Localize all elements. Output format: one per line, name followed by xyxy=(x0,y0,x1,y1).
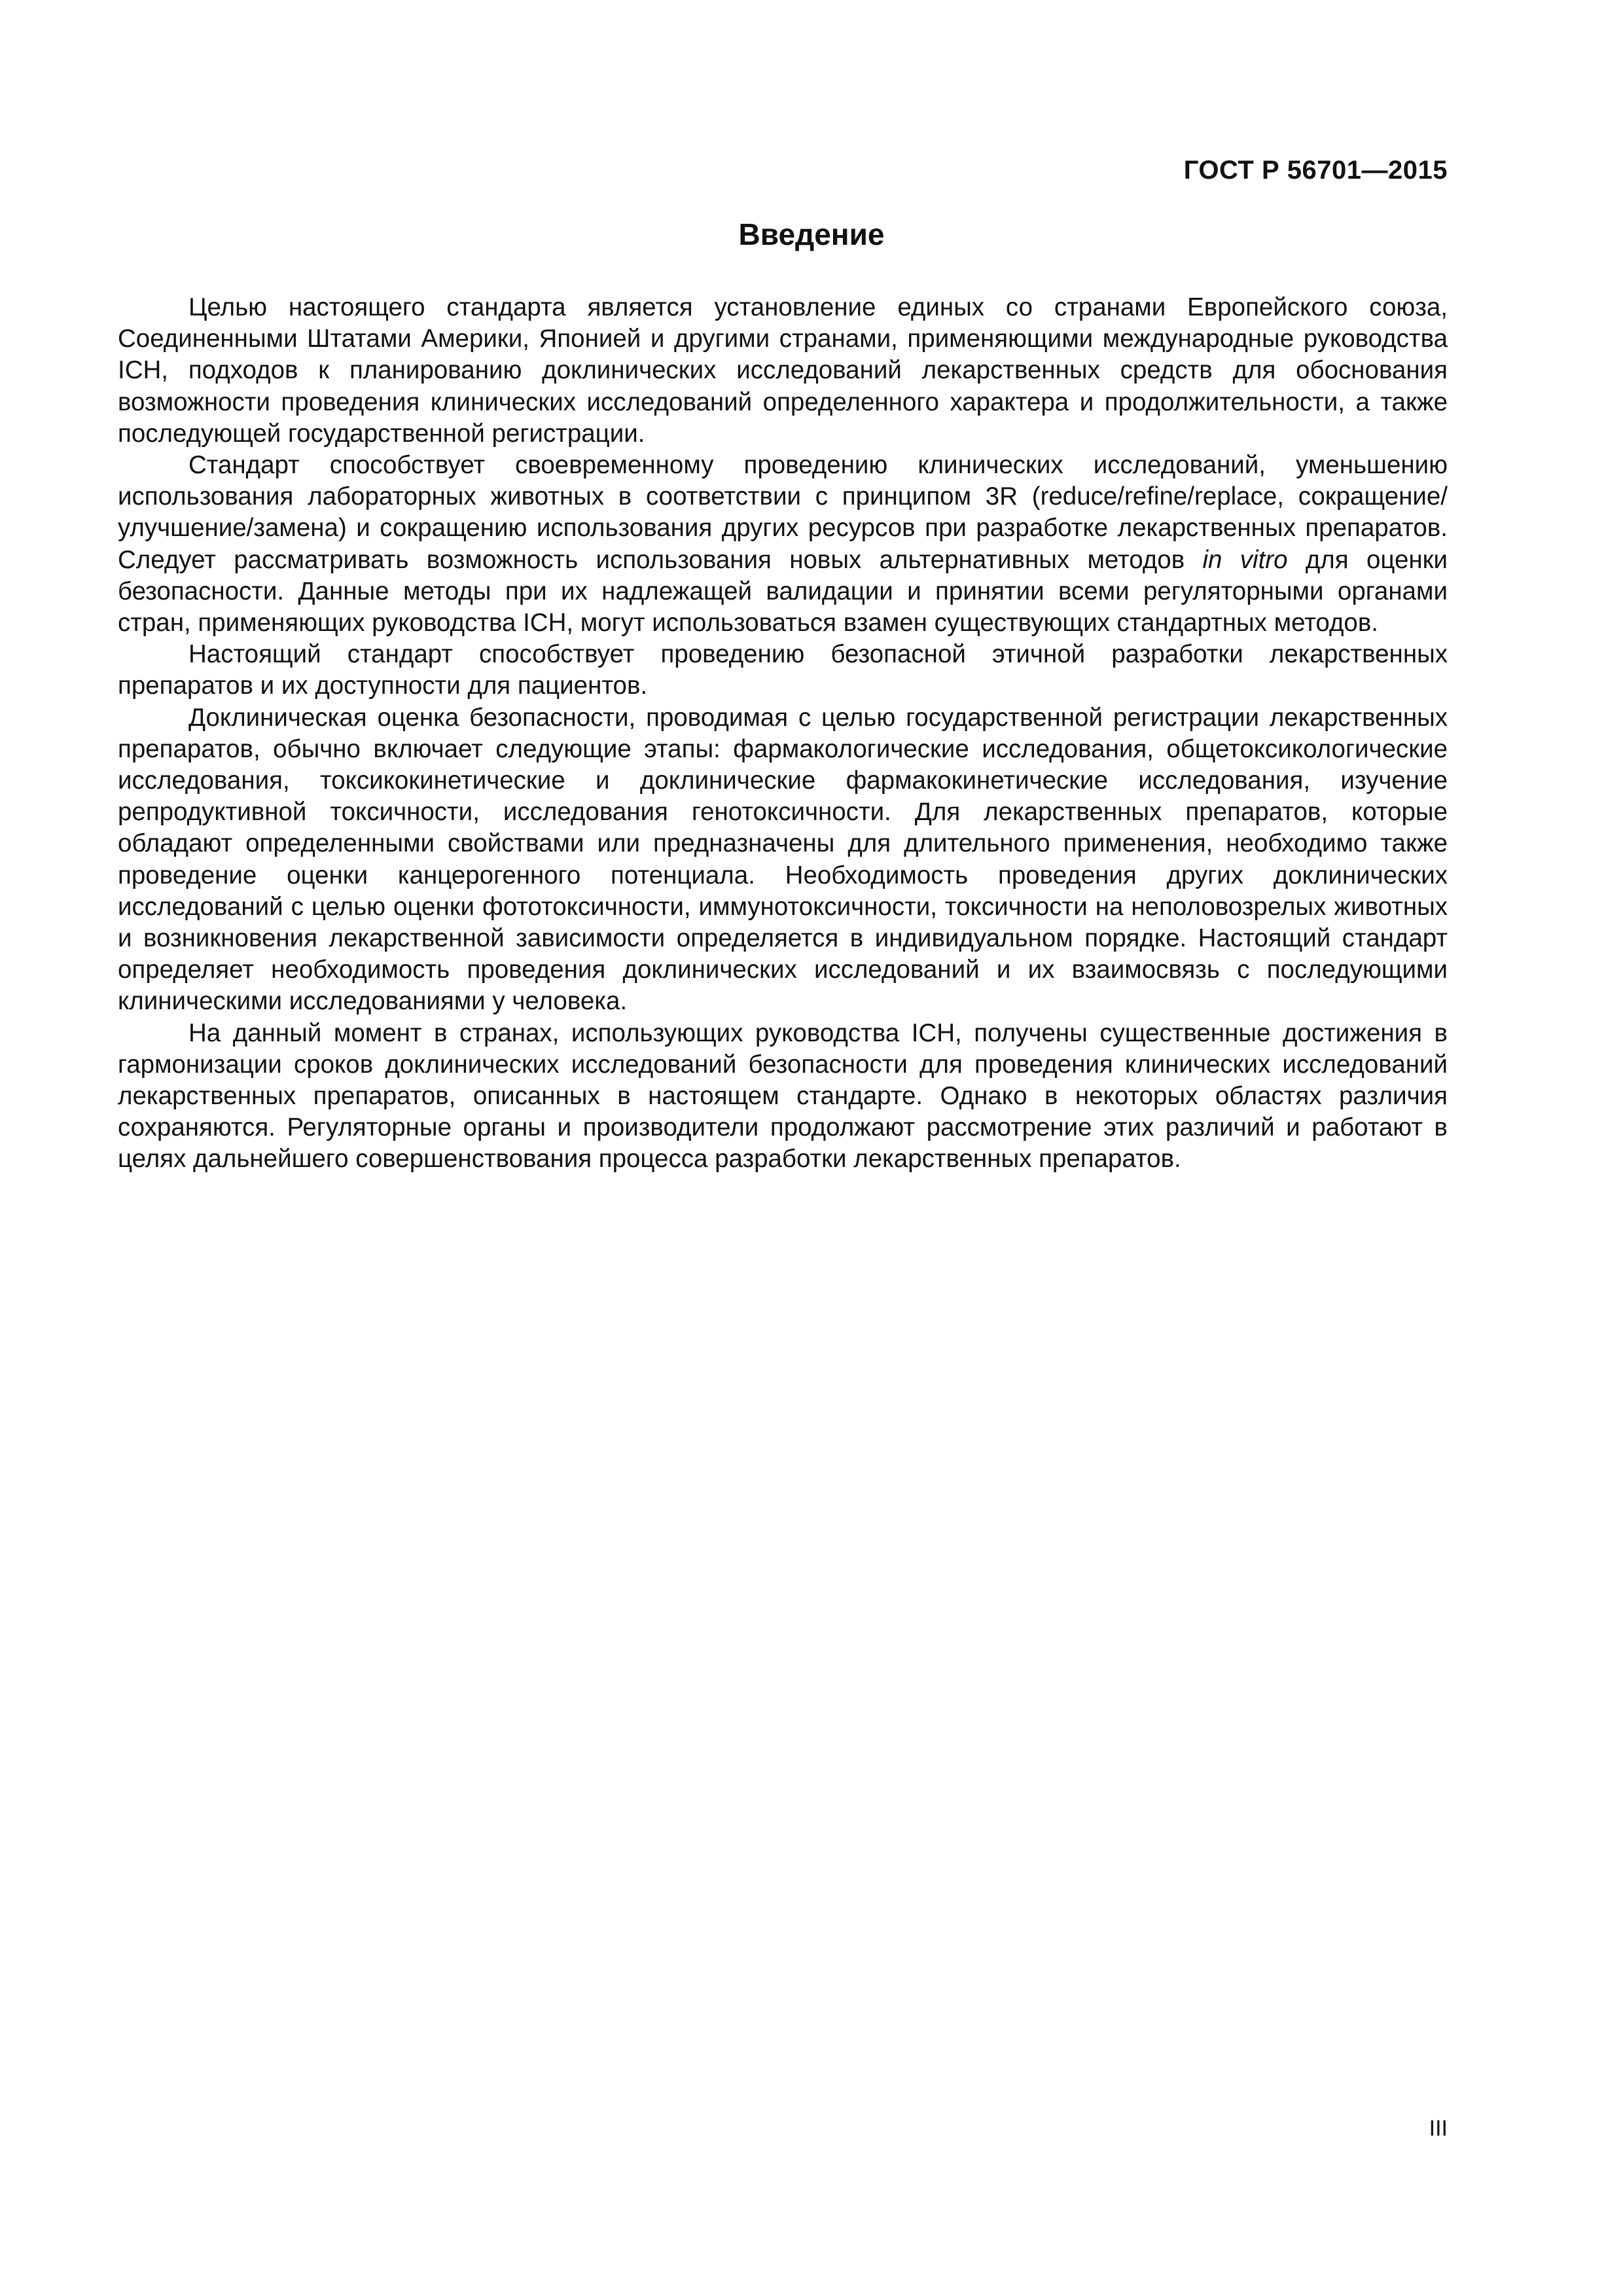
paragraph-ethics: Настоящий стандарт способствует проведению безопасной этичной разработки лекарственных препаратов и их доступности для пациентов. xyxy=(118,640,1448,700)
document-code: ГОСТ Р 56701—2015 xyxy=(1183,156,1448,185)
page-number: III xyxy=(1429,2116,1448,2141)
paragraph-text-after: для оценки безопасности. Данные методы при их надлежащей валидации и принятии всеми регуляторными органами стран, применяющих руководства ICH, могут использоваться взамен существующих стандартных методов. xyxy=(118,545,1448,637)
body-text xyxy=(118,292,1448,1175)
paragraph-text-before: Стандарт способствует своевременному проведению клинических исследований, уменьшению использования лабораторных животных в соответствии с принципом 3R (reduce/refine/replace, сокращение/улучшение/замена) и сокращению использования других ресурсов при разработке лекарственных препаратов. Следует рассматривать возможность использования новых альтернативных методов xyxy=(118,451,1448,574)
italic-term: in vitro xyxy=(1202,545,1288,574)
section-title: Введение xyxy=(738,217,885,251)
paragraph-preclinical-assessment: Доклиническая оценка безопасности, проводимая с целью государственной регистрации лекарственных препаратов, обычно включает следующие этапы: фармакологические исследования, общетоксикологические исследования, токсикокинетические и доклинические фармакокинетические исследования, изучение репродуктивной токсичности, исследования генотоксичности. Для лекарственных препаратов, которые обладают определенными свойствами или предназначены для длительного применения, необходимо также проведение оценки канцерогенного потенциала. Необходимость проведения других доклинических исследований с целью оценки фототоксичности, иммунотоксичности, токсичности на неполовозрелых животных и возникновения лекарственной зависимости определяется в индивидуальном порядке. Настоящий стандарт определяет необходимость проведения доклинических исследований и их взаимосвязь с последующими клиническими исследованиями у человека. xyxy=(118,703,1448,1016)
paragraph-3r-principle xyxy=(118,450,1448,639)
paragraph-purpose: Целью настоящего стандарта является установление единых со странами Европейского союза, Соединенными Штатами Америки, Японией и другими странами, применяющими международные руководства ICH, подходов к планированию доклинических исследований лекарственных средств для обоснования возможности проведения клинических исследований определенного характера и продолжительности, а также последующей государственной регистрации. xyxy=(118,293,1448,448)
paragraph-harmonization: На данный момент в странах, использующих руководства ICH, получены существенные достижения в гармонизации сроков доклинических исследований безопасности для проведения клинических исследований лекарственных препаратов, описанных в настоящем стандарте. Однако в некоторых областях различия сохраняются. Регуляторные органы и производители продолжают рассмотрение этих различий и работают в целях дальнейшего совершенствования процесса разработки лекарственных препаратов. xyxy=(118,1018,1448,1174)
